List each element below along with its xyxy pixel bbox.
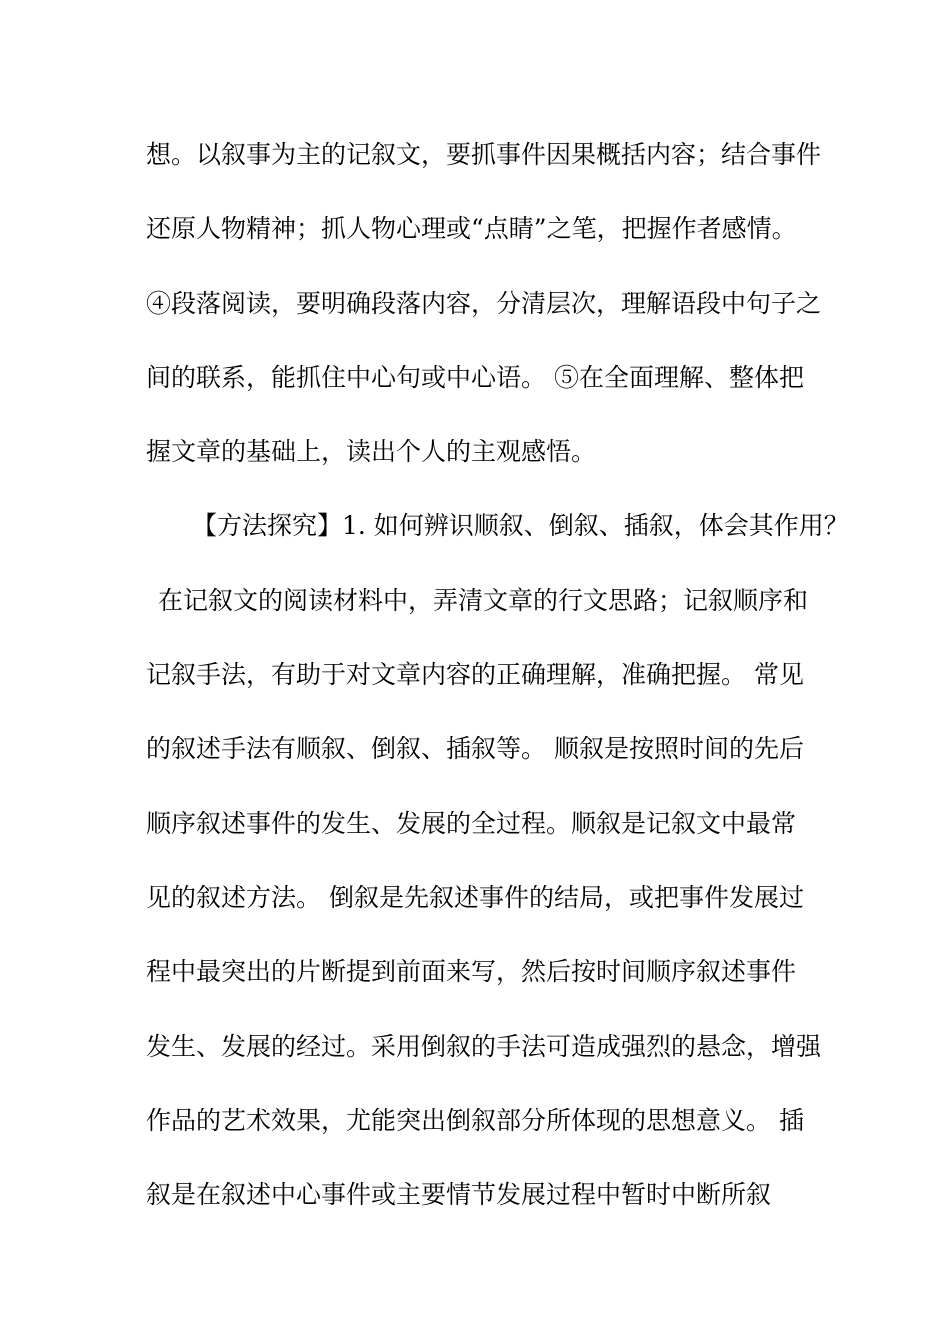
text-line: 的叙述手法有顺叙、倒叙、插叙等。 顺叙是按照时间的先后 [146,734,804,764]
text-line: 发生、发展的经过。采用倒叙的手法可造成强烈的悬念，增强 [146,1031,822,1061]
text-line: 记叙手法，有助于对文章内容的正确理解，准确把握。 常见 [146,660,804,690]
text-line: 程中最突出的片断提到前面来写，然后按时间顺序叙述事件 [146,957,797,987]
text-line: 想。以叙事为主的记叙文，要抓事件因果概括内容；结合事件 [146,140,822,169]
text-line: 握文章的基础上，读出个人的主观感悟。 [146,437,597,467]
text-line: ④段落阅读，要明确段落内容，分清层次，理解语段中句子之 [146,288,822,318]
text-line: 间的联系，能抓住中心句或中心语。 ⑤在全面理解、整体把 [146,362,804,392]
text-line: 叙是在叙述中心事件或主要情节发展过程中暂时中断所叙 [146,1180,772,1210]
text-line: 作品的艺术效果，尤能突出倒叙部分所体现的思想意义。 插 [146,1105,804,1135]
text-line: 在记叙文的阅读材料中，弄清文章的行文思路；记叙顺序和 [158,585,809,615]
body-text [146,118,849,1232]
text-line: 见的叙述方法。 倒叙是先叙述事件的结局，或把事件发展过 [146,882,804,912]
text-line: 顺序叙述事件的发生、发展的全过程。顺叙是记叙文中最常 [146,808,797,838]
section-heading-line: 【方法探究】1. 如何辨识顺叙、倒叙、插叙，体会其作用？ [192,511,849,541]
text-line: 还原人物精神；抓人物心理或“点睛”之笔，把握作者感情。 [146,214,797,244]
